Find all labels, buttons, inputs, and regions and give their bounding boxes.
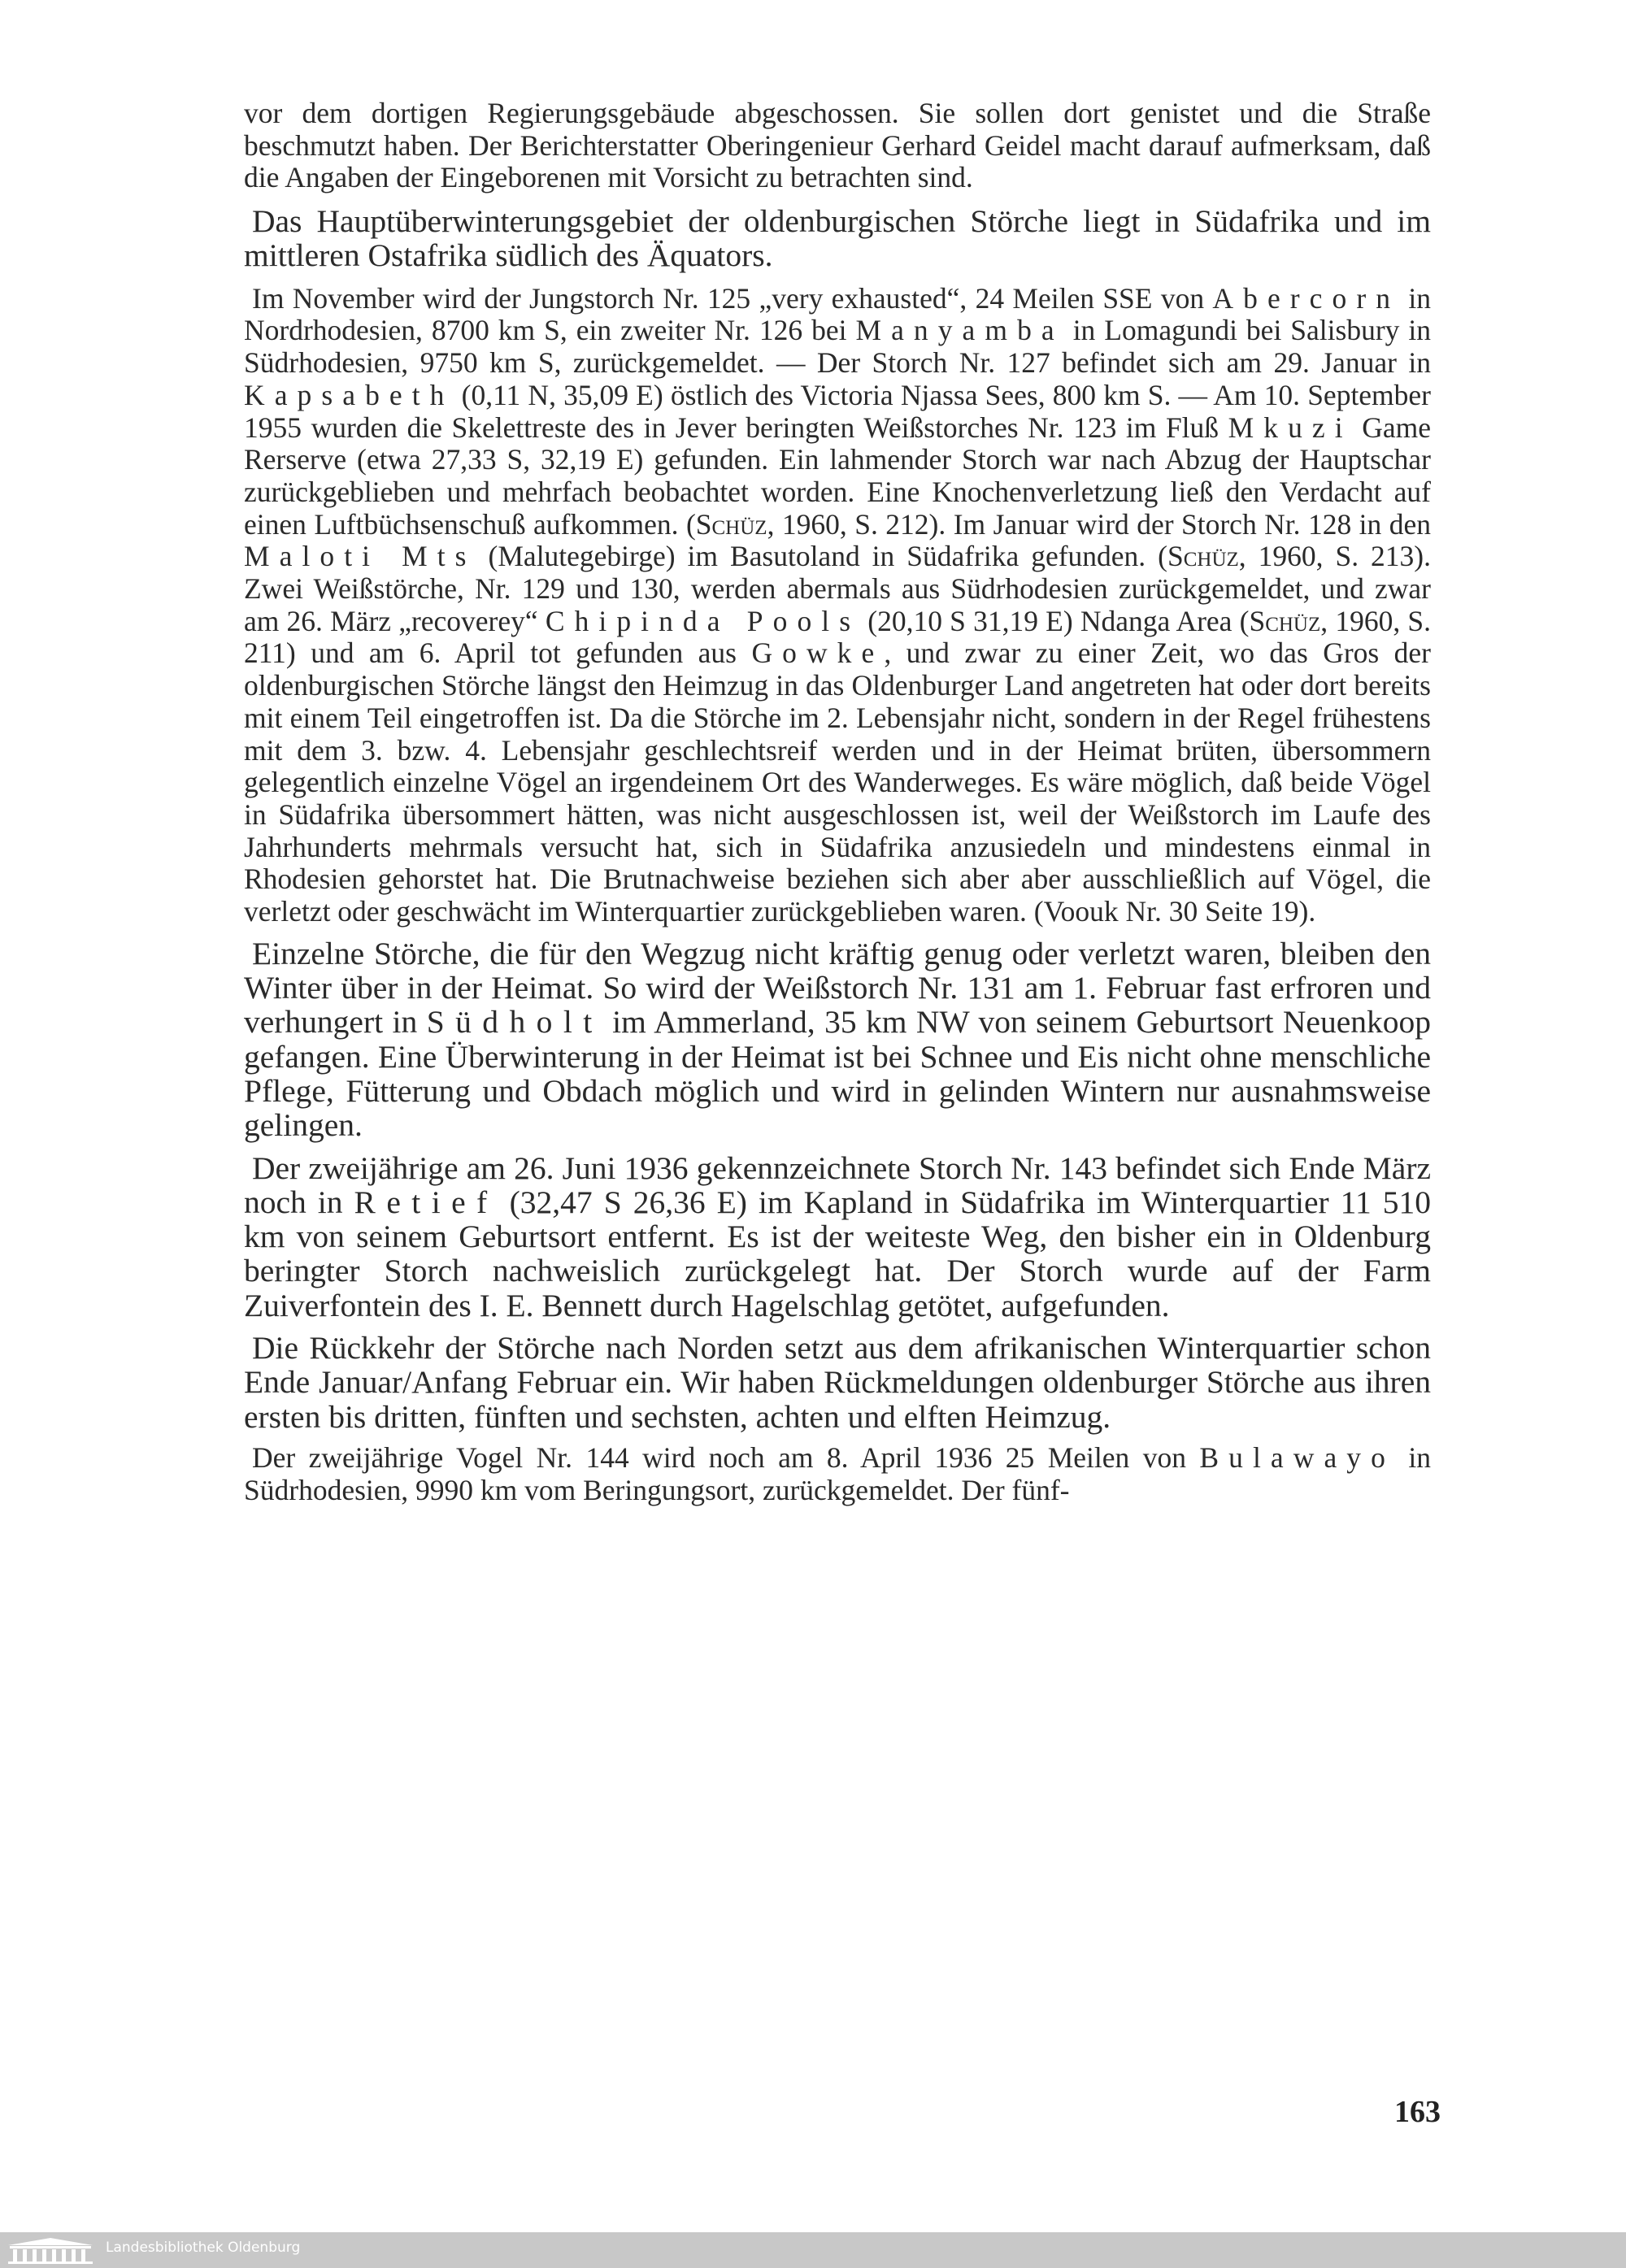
text-run: (Malutegebirge) im Basutoland in Südafrika gefunden. ( (476, 540, 1167, 573)
page-number: 163 (1394, 2095, 1441, 2129)
author-citation: Schüz (1249, 604, 1321, 637)
text-run: , 1960, S. 212). Im Januar wird der Storch Nr. 128 in den (767, 507, 1431, 541)
text-run: Einzelne Störche, die für den Wegzug nicht kräftig genug oder verletzt waren, bleiben den Winter über in der Heimat. So wird der Weißstorch Nr. 131 am 1. Februar fast erfroren und verhungert in (244, 935, 1431, 1041)
library-building-icon (5, 2235, 96, 2265)
paragraph-2: Das Hauptüberwinterungsgebiet der oldenburgischen Störche liegt in Südafrika und im mittleren Ostafrika südlich des Äquators. (244, 203, 1431, 274)
text-run: in Lomagundi bei Salisbury in Südrhodesien, 9750 km S, zurückgemeldet. — Der Storch Nr. 127 befindet sich am 29. Januar in (244, 314, 1431, 380)
text-run: in Südrhodesien, 9990 km vom Beringungsort, zurückgemeldet. Der fünf- (244, 1440, 1431, 1506)
spaced-place-name: Gowke (751, 637, 885, 670)
text-run: Game Rerserve (etwa 27,33 S, 32,19 E) gefunden. Ein lahmender Storch war nach Abzug der Hauptschar zurückgeblieben und mehrfach beobachtet worden. Eine Knochenverletzung ließ den Verdacht auf einen Luftbüchsenschuß aufkommen. ( (244, 411, 1431, 541)
author-citation: Schüz (695, 507, 767, 541)
footer-bar (0, 2232, 1626, 2268)
paragraph-7 (244, 1442, 1431, 1506)
text-run: , 1960, S. 213). Zwei Weißstörche, Nr. 129 und 130, werden abermals aus Südrhodesien zurückgemeldet, und zwar am 26. März „recoverey“ (244, 540, 1431, 637)
spaced-place-name: Abercorn (1212, 281, 1401, 315)
text-run: (0,11 N, 35,09 E) östlich des Victoria Njassa Sees, 800 km S. — Am 10. September 1955 wurden die Skelettreste des in Jever beringten Weißstorches Nr. 123 im Fluß (244, 378, 1431, 444)
text-run: im Ammerland, 35 km NW von seinem Geburtsort Neuenkoop gefangen. Eine Überwinterung in der Heimat ist bei Schnee und Eis nicht ohne menschliche Pflege, Fütterung und Obdach möglich und wird in gelinden Wintern nur ausnahmsweise gelingen. (244, 1004, 1431, 1144)
footer-label: Landesbibliothek Oldenburg (106, 2240, 301, 2256)
spaced-place-name: Kapsabeth (244, 378, 454, 411)
author-citation: Schüz (1167, 540, 1239, 573)
spaced-place-name: Mkuzi (1228, 411, 1353, 444)
text-run: (32,47 S 26,36 E) im Kapland in Südafrika im Winterquartier 11 510 km von seinem Geburtsort entfernt. Es ist der weiteste Weg, den bisher ein in Oldenburg beringter Storch nachweislich zurückgelegt hat. Der Storch wurde auf der Farm Zuiverfontein des I. E. Bennett durch Hagelschlag getötet, aufgefunden. (244, 1184, 1431, 1323)
spaced-place-name: Maloti Mts (244, 540, 476, 573)
text-run: , 1960, S. 211) und am 6. April tot gefunden aus (244, 604, 1432, 670)
spaced-place-name: Chipinda Pools (545, 604, 861, 637)
body-text (244, 98, 1431, 1506)
text-run: Im November wird der Jungstorch Nr. 125 „very exhausted“, 24 Meilen SSE von (252, 281, 1213, 315)
text-run: (20,10 S 31,19 E) Ndanga Area ( (860, 604, 1250, 637)
spaced-place-name: Retief (354, 1184, 498, 1220)
paragraph-6: Die Rückkehr der Störche nach Norden setzt aus dem afrikanischen Winterquartier schon Ende Januar/Anfang Februar ein. Wir haben Rückmeldungen oldenburger Störche aus ihren ersten bis dritten, fünften und sechsten, achten und elften Heimzug. (244, 1330, 1431, 1435)
spaced-place-name: Bulawayo (1199, 1440, 1395, 1474)
text-run: Der zweijährige am 26. Juni 1936 gekennzeichnete Storch Nr. 143 befindet sich Ende März noch in (244, 1149, 1431, 1220)
spaced-place-name: Manyamba (855, 314, 1064, 347)
text-run: , und zwar zu einer Zeit, wo das Gros der oldenburgischen Störche längst den Heimzug in das Oldenburger Land angetreten hat oder dort bereits mit einem Teil eingetroffen ist. Da die Störche im 2. Lebensjahr nicht, sondern in der Regel frühestens mit dem 3. bzw. 4. Lebensjahr geschlechtsreif werden und in der Heimat brüten, übersommern gelegentlich einzelne Vögel an irgendeinem Ort des Wanderweges. Es wäre möglich, daß beide Vögel in Südafrika übersommert hätten, was nicht ausgeschlossen ist, weil der Weißstorch im Laufe des Jahrhunderts mehrmals versucht hat, sich in Südafrika anzusiedeln und mindestens einmal in Rhodesien gehorstet hat. Die Brutnachweise beziehen sich aber aber ausschließlich auf Vögel, die verletzt oder geschwächt im Winterquartier zurückgeblieben waren. (Voouk Nr. 30 Seite 19). (244, 637, 1432, 928)
text-run: Der zweijährige Vogel Nr. 144 wird noch am 8. April 1936 25 Meilen von (252, 1440, 1200, 1474)
paragraph-5 (244, 1151, 1431, 1323)
spaced-place-name: Südholt (426, 1004, 603, 1041)
paragraph-3 (244, 283, 1431, 928)
paragraph-1: vor dem dortigen Regierungsgebäude abgeschossen. Sie sollen dort genistet und die Straße beschmutzt haben. Der Berichterstatter Oberingenieur Gerhard Geidel macht darauf aufmerksam, daß die Angaben der Eingeborenen mit Vorsicht zu betrachten sind. (244, 97, 1431, 194)
paragraph-4 (244, 936, 1431, 1143)
text-run: in Nordrhodesien, 8700 km S, ein zweiter Nr. 126 bei (244, 281, 1431, 347)
